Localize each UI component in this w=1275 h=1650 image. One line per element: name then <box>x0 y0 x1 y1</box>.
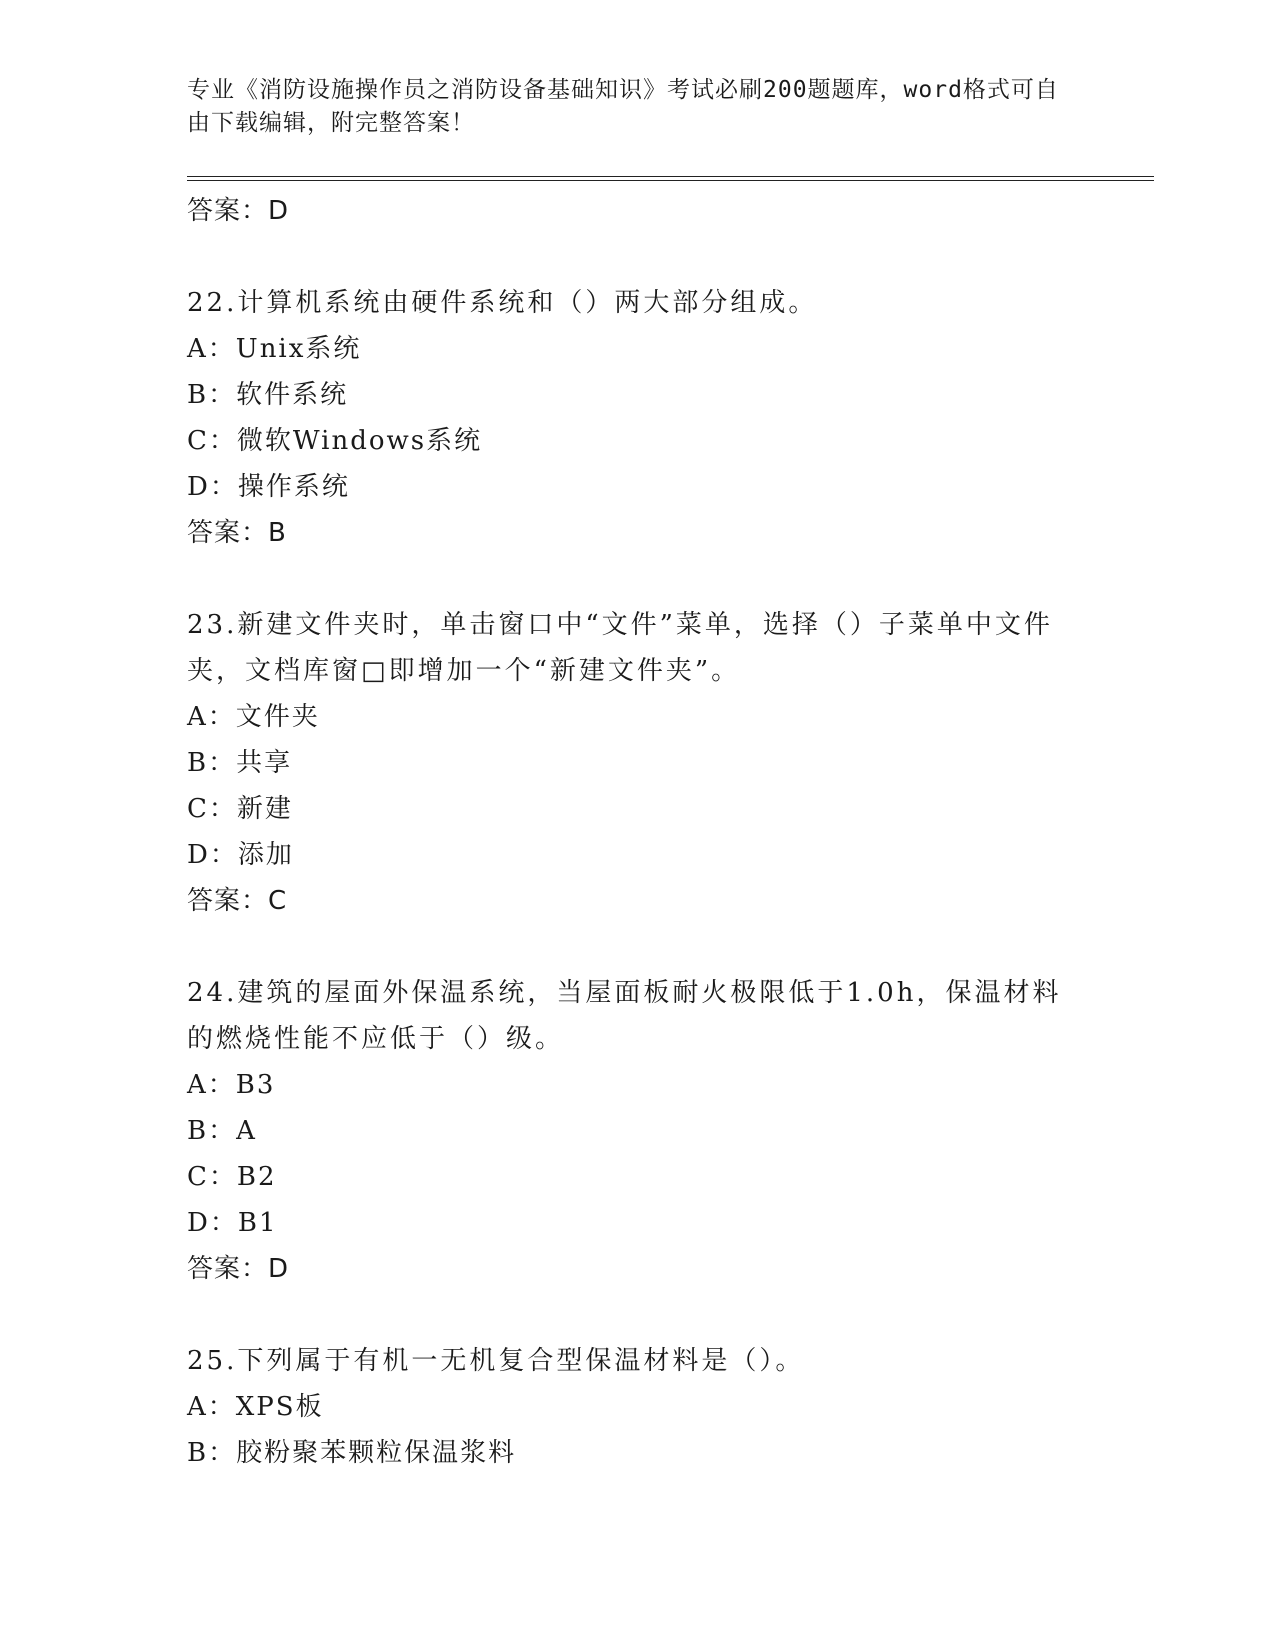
option-b: B：软件系统 <box>187 380 349 410</box>
answer-line: 答案：D <box>187 196 290 226</box>
question-25 <box>187 1338 1087 1476</box>
option-b: B：A <box>187 1116 257 1146</box>
question-24 <box>187 970 1087 1292</box>
question-22 <box>187 280 1087 556</box>
question-23 <box>187 602 1087 924</box>
answer-line: 答案：B <box>187 518 287 548</box>
option-a: A：文件夹 <box>187 702 320 732</box>
question-stem: 23.新建文件夹时，单击窗口中“文件”菜单，选择（）子菜单中文件夹，文档库窗□即增加一个“新建文件夹”。 <box>187 610 1053 686</box>
answer-line: 答案：C <box>187 886 288 916</box>
header-divider <box>187 176 1154 181</box>
question-stem: 24.建筑的屋面外保温系统，当屋面板耐火极限低于1.0h，保温材料的燃烧性能不应低于（）级。 <box>187 978 1062 1054</box>
option-c: C：B2 <box>187 1162 277 1192</box>
document-header: 专业《消防设施操作员之消防设备基础知识》考试必刷200题题库，word格式可自由下载编辑，附完整答案！ <box>187 77 1059 136</box>
question-stem: 22.计算机系统由硬件系统和（）两大部分组成。 <box>187 288 818 318</box>
option-c: C：微软Windows系统 <box>187 426 483 456</box>
option-b: B：胶粉聚苯颗粒保温浆料 <box>187 1438 517 1468</box>
option-d: D：操作系统 <box>187 472 350 502</box>
question-stem: 25.下列属于有机一无机复合型保温材料是（）。 <box>187 1346 805 1376</box>
option-a: A：XPS板 <box>187 1392 324 1422</box>
question-list <box>187 188 1087 1476</box>
option-a: A：B3 <box>187 1070 276 1100</box>
option-d: D：添加 <box>187 840 294 870</box>
option-d: D：B1 <box>187 1208 278 1238</box>
option-b: B：共享 <box>187 748 293 778</box>
option-c: C：新建 <box>187 794 293 824</box>
option-a: A：Unix系统 <box>187 334 362 364</box>
answer-line: 答案：D <box>187 1254 290 1284</box>
